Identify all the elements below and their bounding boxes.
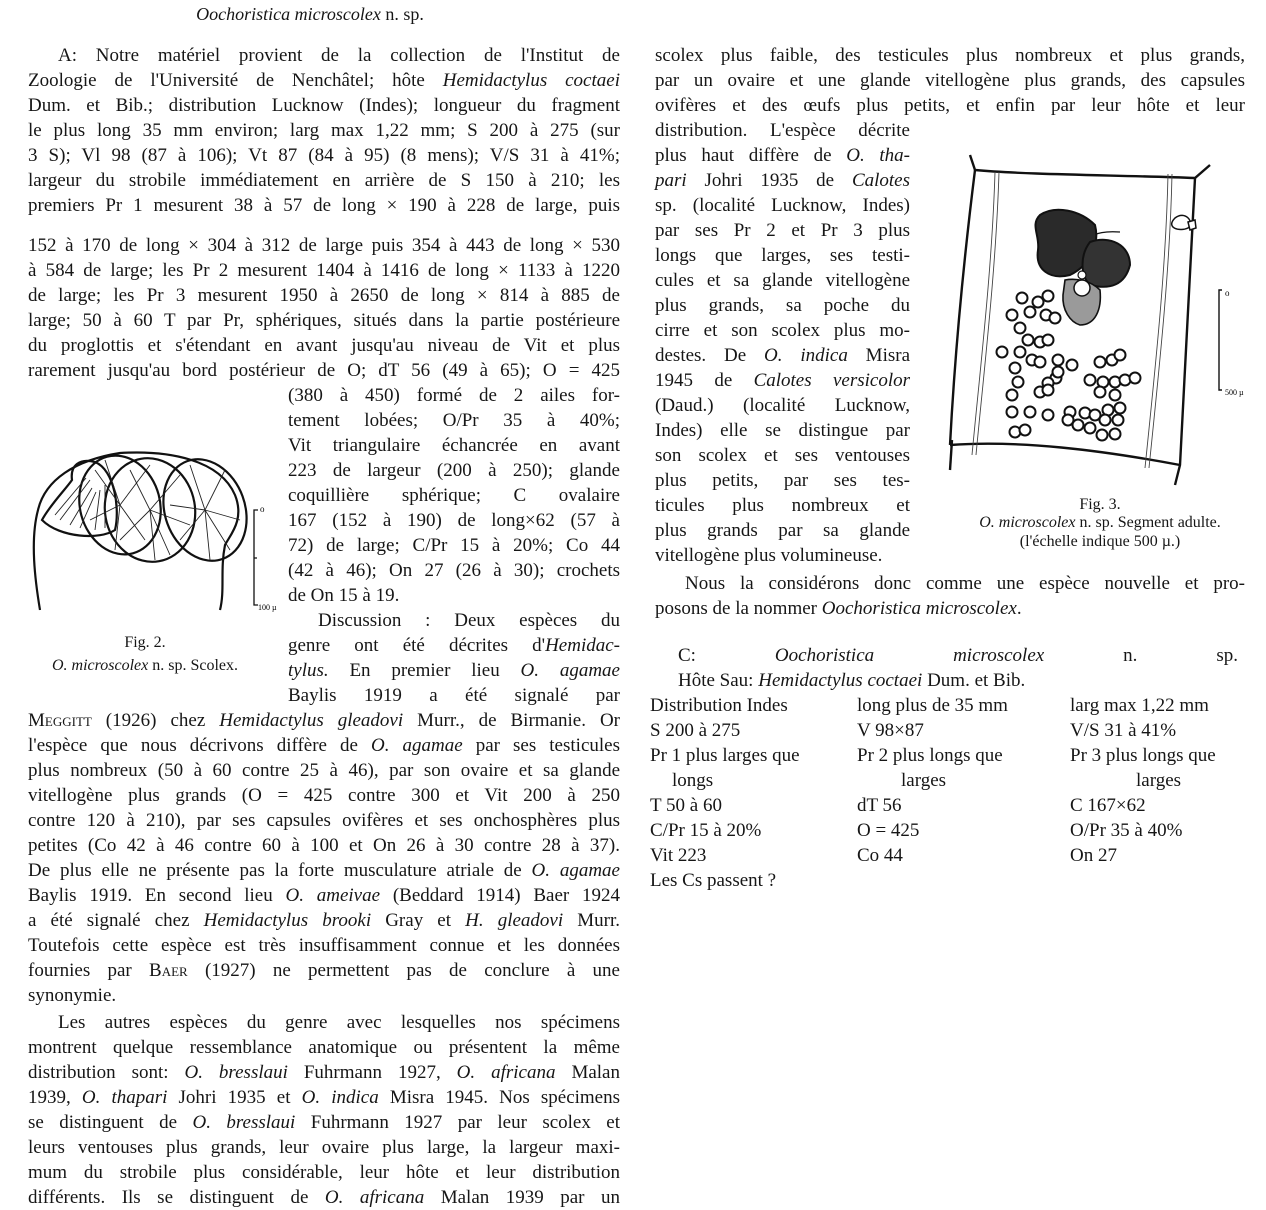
text-run: 1939, [28, 1087, 82, 1108]
italic-text-run: O. africana [456, 1062, 556, 1083]
author-name-small-caps: Meggitt [28, 710, 92, 731]
table-row [650, 818, 1250, 843]
text-run: n. sp. [1044, 645, 1238, 666]
italic-text-run: Hemidac- [545, 635, 620, 656]
text-line [655, 293, 910, 318]
text-run: synonymie. [28, 985, 117, 1006]
italic-text-run: O. thapari [81, 1087, 168, 1108]
text-run: de large; les Pr 3 mesurent 1950 à 2650 de long × 814 à 885 de [28, 285, 620, 306]
italic-text-run: H. gleadovi [465, 910, 564, 931]
table-cell: S 200 à 275 [650, 720, 741, 741]
text-run: 1945 de [655, 370, 754, 391]
testis-mark [1035, 357, 1046, 368]
text-run: de On 15 à 19. [288, 585, 400, 606]
italic-text-run: O. tha- [846, 145, 911, 166]
table-cell: Vit 223 [650, 845, 707, 866]
text-run: 152 à 170 de long × 304 à 312 de large puis 354 à 443 de long × 530 [28, 235, 620, 256]
text-line [28, 258, 620, 283]
text-line [288, 558, 620, 583]
table-row [650, 718, 1250, 743]
summary-table [650, 693, 1250, 893]
text-run: Misra [847, 345, 911, 366]
text-run: différents. Ils se distinguent de [28, 1187, 325, 1208]
testis-mark [1110, 390, 1121, 401]
text-line [28, 708, 620, 733]
text-run: ovifères et des œufs plus petits, et enfin par leur hôte et leur [655, 95, 1245, 116]
text-run: du proglottis et s'étendant en avant jusqu'au niveau de Vit et plus [28, 335, 620, 356]
italic-text-run: Hemidactylus brooki [203, 910, 372, 931]
text-run: mum du strobile plus considérable, leur hôte et leur distribution [28, 1162, 620, 1183]
text-line [655, 543, 910, 568]
text-run: montrent quelque ressemblance anatomique ou présentent la même [28, 1037, 620, 1058]
text-line [288, 408, 620, 433]
italic-text-run: O. africana [324, 1187, 425, 1208]
table-cell: larg max 1,22 mm [1070, 695, 1209, 716]
testis-mark [1033, 297, 1044, 308]
table-cell: O/Pr 35 à 40% [1070, 820, 1183, 841]
text-line [655, 143, 910, 168]
text-run: (1926) chez [91, 710, 220, 731]
text-line [28, 833, 620, 858]
text-run: Murr., de Birmanie. Or [403, 710, 620, 731]
text-line [28, 43, 620, 68]
text-line [288, 508, 620, 533]
text-line [288, 583, 620, 608]
text-run: genre ont été décrites d' [288, 635, 546, 656]
text-line [28, 168, 620, 193]
testis-mark [1017, 293, 1028, 304]
text-run: distribution. L'espèce décrite [655, 120, 910, 141]
testis-mark [1063, 415, 1074, 426]
text-run: plus haut diffère de [655, 145, 847, 166]
testis-mark [1043, 335, 1054, 346]
text-run: Misra 1945. Nos spécimens [378, 1087, 621, 1108]
table-cell: longs [672, 770, 714, 791]
paragraph-measurements [28, 233, 620, 383]
table-cell: C 167×62 [1070, 795, 1146, 816]
text-run: . [1016, 598, 1022, 619]
text-line [28, 858, 620, 883]
testis-mark [1013, 377, 1024, 388]
testis-mark [1020, 425, 1031, 436]
italic-text-run: Calotes [851, 170, 910, 191]
text-run: (1927) ne permettent pas de conclure à une [187, 960, 620, 981]
article-heading [0, 4, 620, 25]
text-run: Zoologie de l'Université de Nenchâtel; hôte [28, 70, 443, 91]
text-line [28, 908, 620, 933]
italic-text-run: Oochoristica microscolex [196, 4, 381, 24]
text-run: cirre et son scolex plus mo- [655, 320, 910, 341]
text-line [28, 68, 620, 93]
text-run: fournies par [28, 960, 150, 981]
text-run: C: [678, 645, 775, 666]
italic-text-run: O. indica [764, 345, 848, 366]
table-cell: Distribution Indes [650, 695, 788, 716]
table-cell: Pr 2 plus longs que [857, 745, 1003, 766]
text-run: le plus long 35 mm environ; larg max 1,22 mm; S 200 à 275 (sur [28, 120, 620, 141]
table-cell: On 27 [1070, 845, 1117, 866]
text-run: par ses testicules [462, 735, 620, 756]
text-line [288, 633, 620, 658]
table-row [650, 743, 1250, 768]
text-line [288, 383, 620, 408]
table-cell: Les Cs passent ? [650, 870, 777, 891]
testis-mark [1095, 387, 1106, 398]
italic-text-run: Oochoristica microscolex [774, 645, 1045, 666]
text-line [655, 168, 910, 193]
author-name-small-caps: Baer [149, 960, 188, 981]
text-line [28, 958, 620, 983]
text-line [655, 596, 1245, 621]
table-row [650, 868, 1250, 893]
text-run: Dum. et Bib. [922, 670, 1026, 691]
text-line [288, 683, 620, 708]
text-line [288, 483, 620, 508]
text-run: rarement jusqu'au bord postérieur de O; dT 56 (49 à 65); O = 425 [28, 360, 620, 381]
text-run: leurs ventouses plus grands, leur ovaire plus large, la largeur maxi- [28, 1137, 620, 1158]
text-line [28, 733, 620, 758]
testis-mark [1095, 357, 1106, 368]
testis-mark [1085, 423, 1096, 434]
figure-2-caption [20, 656, 270, 676]
testis-mark [1025, 307, 1036, 318]
italic-text-run: O. microscolex [979, 514, 1076, 531]
testis-mark [1115, 350, 1126, 361]
text-run: son scolex et ses ventouses [655, 445, 910, 466]
text-run: plus petits, par ses tes- [655, 470, 910, 491]
testis-mark [1115, 403, 1126, 414]
testis-mark [1007, 390, 1018, 401]
text-line [28, 93, 620, 118]
text-run: se distinguent de [28, 1112, 193, 1133]
text-run: contre 120 à 210), par ses capsules ovifères et ses onchosphères plus [28, 810, 620, 831]
italic-text-run: Hemidactylus coctaei [442, 70, 620, 91]
text-run: distribution sont: [28, 1062, 185, 1083]
text-run: Indes) elle se distingue par [655, 420, 910, 441]
text-run: tement lobées; O/Pr 35 à 40%; [288, 410, 620, 431]
text-run: Gray et [371, 910, 466, 931]
text-run: En premier lieu [328, 660, 521, 681]
italic-text-run: O. bresslaui [184, 1062, 288, 1083]
text-line [28, 283, 620, 308]
text-line [655, 93, 1245, 118]
text-line [28, 758, 620, 783]
table-cell: Pr 1 plus larges que [650, 745, 800, 766]
table-cell: larges [1136, 770, 1182, 791]
text-line [28, 1010, 620, 1035]
table-cell: V 98×87 [857, 720, 924, 741]
text-line [655, 193, 910, 218]
testis-mark [1130, 373, 1141, 384]
text-run: 167 (152 à 190) de long×62 (57 à [288, 510, 620, 531]
table-row [650, 768, 1250, 793]
figure-3-segment-drawing [940, 150, 1266, 490]
text-run: Les autres espèces du genre avec lesquelles nos spécimens [58, 1012, 620, 1033]
table-row [650, 843, 1250, 868]
text-line [28, 308, 620, 333]
text-run: Hôte Sau: [678, 670, 759, 691]
text-run: premiers Pr 1 mesurent 38 à 57 de long × 190 à 228 de large, puis [28, 195, 620, 216]
text-line [655, 243, 910, 268]
testis-mark [1043, 410, 1054, 421]
scale-top-label: o [260, 504, 265, 514]
testis-mark [1100, 415, 1111, 426]
paragraph-a-description [28, 43, 620, 218]
testis-mark [1050, 313, 1061, 324]
text-run: De plus elle ne présente pas la forte musculature atriale de [28, 860, 532, 881]
text-run: Toutefois cette espèce est très insuffisamment connue et les données [28, 935, 620, 956]
text-run: Johri 1935 et [167, 1087, 302, 1108]
text-run: A: Notre matériel provient de la collection de l'Institut de [58, 45, 620, 66]
text-run: plus nombreux (50 à 60 contre 25 à 46), par son ovaire et sa glande [28, 760, 620, 781]
text-line [655, 468, 910, 493]
text-line [288, 458, 620, 483]
text-run: Malan 1939 par un [424, 1187, 620, 1208]
text-run: sp. (localité Lucknow, Indes) [655, 195, 910, 216]
figure-2-label: Fig. 2. [124, 634, 166, 651]
text-line [655, 218, 910, 243]
text-line [28, 983, 620, 1008]
testis-mark [1043, 291, 1054, 302]
text-line [28, 233, 620, 258]
table-row [650, 793, 1250, 818]
text-line [28, 118, 620, 143]
testis-mark [1010, 363, 1021, 374]
paragraph-discussion [288, 608, 620, 708]
testis-mark [1110, 429, 1121, 440]
testis-mark [1043, 385, 1054, 396]
testis-mark [1025, 407, 1036, 418]
figure-2-scolex-drawing [20, 420, 280, 620]
paragraph-discussion-continued [28, 708, 620, 1008]
text-run: large; 50 à 60 T par Pr, sphériques, situés dans la partie postérieure [28, 310, 620, 331]
testis-mark [1015, 347, 1026, 358]
table-cell [857, 868, 1070, 893]
text-run: Baylis 1919 a été signalé par [288, 685, 620, 706]
text-run: à 584 de large; les Pr 2 mesurent 1404 à 1416 de long × 1133 à 1220 [28, 260, 620, 281]
text-run: coquillière sphérique; C ovalaire [288, 485, 620, 506]
text-line [655, 368, 910, 393]
figure-3-scale-note: (l'échelle indique 500 µ.) [1019, 533, 1181, 550]
text-line [28, 1160, 620, 1185]
paragraph-right-narrow [655, 118, 910, 568]
table-cell: Co 44 [857, 845, 903, 866]
text-line [678, 643, 1238, 668]
text-run: vitellogène plus grands (O = 425 contre 300 et Vit 200 à 250 [28, 785, 620, 806]
paragraph-other-species [28, 1010, 620, 1210]
table-cell: C/Pr 15 à 20% [650, 820, 762, 841]
text-line [28, 933, 620, 958]
text-run: l'espèce que nous décrivons diffère de [28, 735, 371, 756]
testis-mark [1007, 310, 1018, 321]
text-run: a été signalé chez [28, 910, 204, 931]
paragraph-conclusion [655, 571, 1245, 621]
text-run: Johri 1935 de [686, 170, 852, 191]
text-run: destes. De [655, 345, 765, 366]
text-run: ticules plus nombreux et [655, 495, 910, 516]
text-run: petites (Co 42 à 46 contre 60 à 100 et On 26 à 30 contre 28 à 37). [28, 835, 620, 856]
text-run: 223 de largeur (200 à 250); glande [288, 460, 620, 481]
italic-text-run: O. bresslaui [192, 1112, 296, 1133]
italic-text-run: pari [655, 170, 687, 191]
italic-text-run: O. microscolex [51, 657, 149, 674]
italic-text-run: Hemidactylus coctaei [758, 670, 923, 691]
text-line [28, 1060, 620, 1085]
text-run: posons de la nommer [655, 598, 822, 619]
testis-mark [1015, 323, 1026, 334]
text-run: vitellogène plus volumineuse. [655, 545, 883, 566]
text-run: (Beddard 1914) Baer 1924 [380, 885, 620, 906]
text-line [655, 418, 910, 443]
text-line [655, 393, 910, 418]
text-line [28, 808, 620, 833]
table-cell [1070, 868, 1250, 893]
scale-top-label: o [1225, 288, 1230, 298]
text-run: Dum. et Bib.; distribution Lucknow (Indes); longueur du fragment [28, 95, 620, 116]
figure-3-caption [945, 513, 1255, 533]
text-line [655, 118, 910, 143]
text-run: Malan [555, 1062, 620, 1083]
italic-text-run: tylus. [288, 660, 329, 681]
text-line [678, 668, 1238, 693]
text-run: (380 à 450) formé de 2 ailes for- [288, 385, 620, 406]
text-line [655, 443, 910, 468]
text-line [655, 343, 910, 368]
table-cell: O = 425 [857, 820, 920, 841]
text-run: Baylis 1919. En second lieu [28, 885, 286, 906]
text-line [28, 1185, 620, 1210]
text-line [288, 658, 620, 683]
text-line [288, 433, 620, 458]
text-run: (Daud.) (localité Lucknow, [655, 395, 910, 416]
text-run: largeur du strobile immédiatement en arrière de S 150 à 210; les [28, 170, 620, 191]
testis-mark [1085, 375, 1096, 386]
testis-mark [1007, 407, 1018, 418]
italic-text-run: O. indica [301, 1087, 379, 1108]
text-run: n. sp. Scolex. [148, 657, 239, 674]
text-line [288, 533, 620, 558]
table-cell: T 50 à 60 [650, 795, 722, 816]
italic-text-run: Oochoristica microscolex [821, 598, 1017, 619]
text-run: cules et sa glande vitellogène [655, 270, 910, 291]
text-line [655, 518, 910, 543]
table-cell: Pr 3 plus longs que [1070, 745, 1216, 766]
text-run: 3 S); Vl 98 (87 à 106); Vt 87 (84 à 95) (8 mens); V/S 31 à 41%; [28, 145, 620, 166]
text-line [28, 783, 620, 808]
text-line [28, 358, 620, 383]
text-line [655, 318, 910, 343]
text-line [28, 333, 620, 358]
table-cell: V/S 31 à 41% [1070, 720, 1177, 741]
text-line [28, 193, 620, 218]
text-line [655, 43, 1245, 68]
text-line [655, 493, 910, 518]
text-run: n. sp. [380, 4, 424, 24]
text-run: plus grands, sa poche du [655, 295, 910, 316]
italic-text-run: O. agamae [520, 660, 620, 681]
text-run: par un ovaire et une glande vitellogène plus grands, des capsules [655, 70, 1245, 91]
text-run: Discussion : Deux espèces du [318, 610, 620, 631]
summary-heading [678, 643, 1238, 693]
text-line [28, 1035, 620, 1060]
text-line [288, 608, 620, 633]
scale-bottom-label: 500 µ [1225, 388, 1244, 397]
italic-text-run: Calotes versicolor [753, 370, 910, 391]
testis-mark [1067, 360, 1078, 371]
text-line [28, 1135, 620, 1160]
testis-mark [1113, 415, 1124, 426]
text-line [655, 571, 1245, 596]
italic-text-run: O. ameivae [285, 885, 381, 906]
testis-mark [1053, 355, 1064, 366]
table-row [650, 693, 1250, 718]
text-run: Fuhrmann 1927, [287, 1062, 457, 1083]
text-run: Murr. [563, 910, 620, 931]
text-line [28, 883, 620, 908]
testis-mark [1097, 430, 1108, 441]
text-line [655, 68, 1245, 93]
text-run: Vit triangulaire échancrée en avant [288, 435, 620, 456]
text-run: n. sp. Segment adulte. [1075, 514, 1221, 531]
scale-bottom-label: 100 µ [258, 603, 277, 612]
text-run: longs que larges, ses testi- [655, 245, 910, 266]
testis-mark [997, 347, 1008, 358]
paragraph-right-continued [655, 43, 1245, 118]
text-run: plus grands par sa glande [655, 520, 910, 541]
text-run: par ses Pr 2 et Pr 3 plus [655, 220, 910, 241]
text-run: Fuhrmann 1927 par leur scolex et [295, 1112, 620, 1133]
testis-mark [1053, 367, 1064, 378]
italic-text-run: O. agamae [371, 735, 463, 756]
text-line [28, 143, 620, 168]
text-line [28, 1110, 620, 1135]
table-cell: dT 56 [857, 795, 902, 816]
paragraph-measurements-narrow [288, 383, 620, 608]
text-run: 72) de large; C/Pr 15 à 20%; Co 44 [288, 535, 620, 556]
table-cell: long plus de 35 mm [857, 695, 1008, 716]
text-run: (42 à 46); On 27 (26 à 30); crochets [288, 560, 620, 581]
text-line [28, 1085, 620, 1110]
text-run: Nous la considérons donc comme une espèce nouvelle et pro- [685, 573, 1245, 594]
figure-3-label: Fig. 3. [1079, 496, 1121, 513]
text-line [655, 268, 910, 293]
italic-text-run: O. agamae [531, 860, 620, 881]
testis-mark [1023, 335, 1034, 346]
table-cell: larges [901, 770, 947, 791]
italic-text-run: Hemidactylus gleadovi [219, 710, 404, 731]
text-run: scolex plus faible, des testicules plus nombreux et plus grands, [655, 45, 1245, 66]
